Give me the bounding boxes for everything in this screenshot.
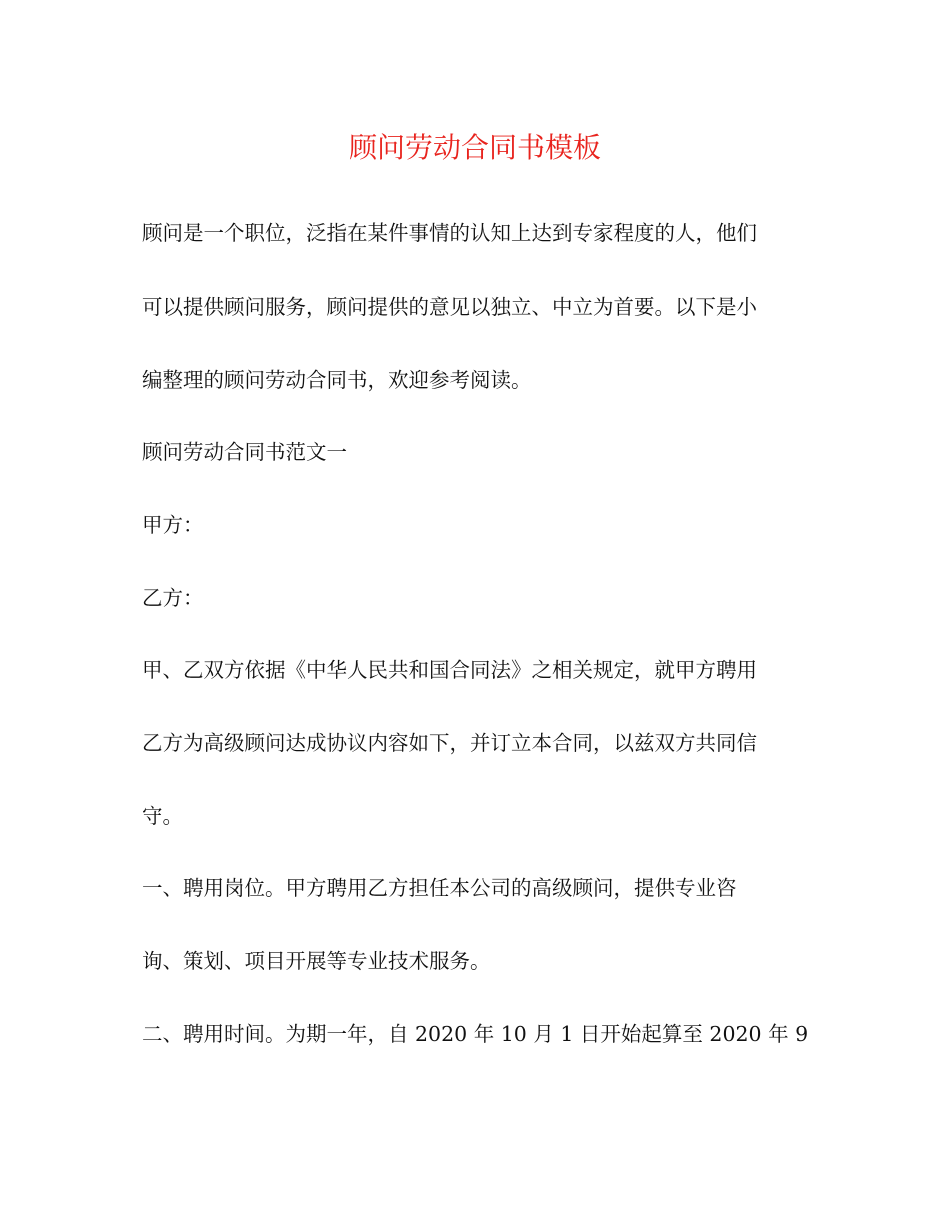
party-b-line: 乙方： xyxy=(142,586,204,610)
preamble-line-3: 守。 xyxy=(142,804,183,828)
clause-1-line-2: 询、策划、项目开展等专业技术服务。 xyxy=(142,949,491,973)
section-heading: 顾问劳动合同书范文一 xyxy=(142,440,347,464)
party-a-line: 甲方： xyxy=(142,513,204,537)
intro-line-3: 编整理的顾问劳动合同书，欢迎参考阅读。 xyxy=(142,368,532,392)
preamble-line-2: 乙方为高级顾问达成协议内容如下，并订立本合同，以兹双方共同信 xyxy=(142,731,757,755)
clause-2-line-1: 二、聘用时间。为期一年，自 2020 年 10 月 1 日开始起算至 2020 年 9 xyxy=(142,1022,809,1046)
intro-line-1: 顾问是一个职位，泛指在某件事情的认知上达到专家程度的人，他们 xyxy=(142,221,757,245)
document-title: 顾问劳动合同书模板 xyxy=(348,131,601,164)
clause-1-line-1: 一、聘用岗位。甲方聘用乙方担任本公司的高级顾问，提供专业咨 xyxy=(142,876,737,900)
intro-line-2: 可以提供顾问服务，顾问提供的意见以独立、中立为首要。以下是小 xyxy=(142,295,757,319)
preamble-line-1: 甲、乙双方依据《中华人民共和国合同法》之相关规定，就甲方聘用 xyxy=(142,658,757,682)
